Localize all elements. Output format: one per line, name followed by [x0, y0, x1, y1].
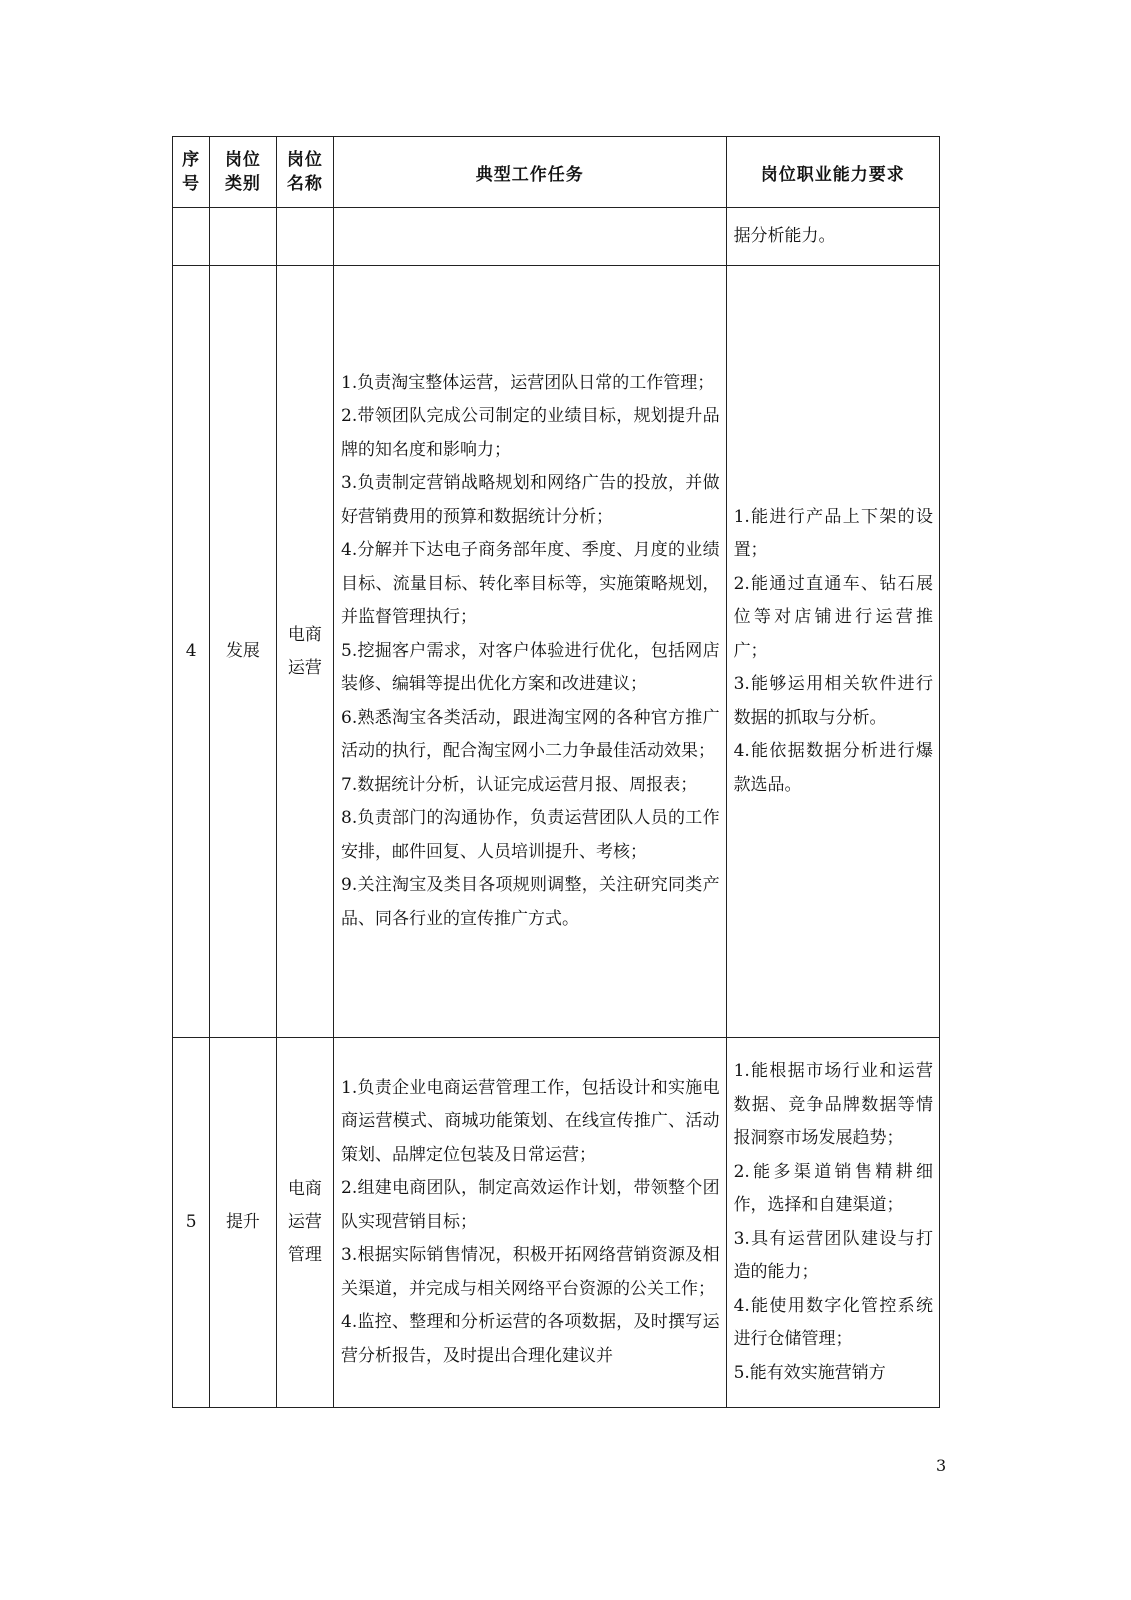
task-item: 1.负责企业电商运营管理工作，包括设计和实施电商运营模式、商城功能策划、在线宣传推广、活动策划、品牌定位包装及日常运营；: [341, 1077, 720, 1165]
cell-no: [173, 208, 210, 266]
table-row: [173, 208, 940, 266]
requirement-item: 4.能依据数据分析进行爆款选品。: [733, 741, 933, 795]
job-requirements-table: [172, 136, 940, 1408]
requirement-item: 3.具有运营团队建设与打造的能力；: [733, 1228, 933, 1282]
requirement-item: 2.能多渠道销售精耕细作，选择和自建渠道；: [733, 1161, 933, 1215]
task-item: 3.根据实际销售情况，积极开拓网络营销资源及相关渠道，并完成与相关网络平台资源的公关工作；: [341, 1245, 720, 1299]
header-category: [210, 137, 276, 208]
header-category-line: 类别: [224, 174, 261, 194]
header-tasks: 典型工作任务: [334, 137, 727, 208]
header-name: [276, 137, 333, 208]
table-header-row: [173, 137, 940, 208]
task-item: 6.熟悉淘宝各类活动，跟进淘宝网的各种官方推广活动的执行，配合淘宝网小二力争最佳活动效果；: [341, 707, 720, 762]
header-category-line: 岗位: [224, 150, 261, 170]
requirement-item: 据分析能力。: [733, 225, 836, 246]
name-line: 运营: [287, 657, 322, 678]
task-item: 2.组建电商团队，制定高效运作计划，带领整个团队实现营销目标；: [341, 1178, 720, 1232]
task-item: 9.关注淘宝及类目各项规则调整，关注研究同类产品、同各行业的宣传推广方式。: [341, 875, 720, 929]
name-line: 运营: [287, 1212, 322, 1232]
cell-no: 5: [173, 1038, 210, 1408]
requirement-item: 2.能通过直通车、钻石展位等对店铺进行运营推广；: [733, 573, 933, 661]
cell-name: [276, 208, 333, 266]
requirement-item: 4.能使用数字化管控系统进行仓储管理；: [733, 1295, 933, 1349]
name-line: 电商: [287, 624, 322, 645]
cell-tasks: [334, 208, 727, 266]
name-line: 电商: [287, 1179, 322, 1199]
header-requirements: 岗位职业能力要求: [726, 137, 939, 208]
cell-category: [210, 208, 276, 266]
cell-name: [276, 266, 333, 1038]
cell-tasks: [334, 266, 727, 1038]
task-item: 3.负责制定营销战略规划和网络广告的投放，并做好营销费用的预算和数据统计分析；: [341, 473, 720, 527]
requirement-item: 5.能有效实施营销方: [733, 1362, 886, 1383]
header-no: [173, 137, 210, 208]
task-item: 2.带领团队完成公司制定的业绩目标，规划提升品牌的知名度和影响力；: [341, 406, 720, 460]
task-item: 5.挖掘客户需求，对客户体验进行优化，包括网店装修、编辑等提出优化方案和改进建议；: [341, 640, 720, 695]
task-item: 1.负责淘宝整体运营，运营团队日常的工作管理；: [341, 372, 715, 393]
header-name-line: 名称: [286, 174, 323, 194]
cell-requirements: [726, 266, 939, 1038]
cell-name: [276, 1038, 333, 1408]
table-row: [173, 1038, 940, 1408]
requirement-item: 3.能够运用相关软件进行数据的抓取与分析。: [733, 674, 933, 728]
task-item: 8.负责部门的沟通协作，负责运营团队人员的工作安排，邮件回复、人员培训提升、考核；: [341, 808, 720, 862]
cell-category: 发展: [210, 266, 276, 1038]
requirement-item: 1.能根据市场行业和运营数据、竞争品牌数据等情报洞察市场发展趋势；: [733, 1061, 933, 1148]
cell-requirements: [726, 1038, 939, 1408]
requirement-item: 1.能进行产品上下架的设置；: [733, 506, 933, 561]
task-item: 4.监控、整理和分析运营的各项数据，及时撰写运营分析报告，及时提出合理化建议并: [341, 1312, 720, 1366]
header-name-line: 岗位: [286, 150, 323, 170]
cell-no: 4: [173, 266, 210, 1038]
cell-tasks: [334, 1038, 727, 1408]
task-item: 7.数据统计分析，认证完成运营月报、周报表；: [341, 774, 698, 795]
task-item: 4.分解并下达电子商务部年度、季度、月度的业绩目标、流量目标、转化率目标等，实施策略规划，并监督管理执行；: [341, 540, 720, 628]
table-row: [173, 266, 940, 1038]
page-number: 3: [936, 1456, 947, 1475]
cell-category: 提升: [210, 1038, 276, 1408]
header-no-line: 序: [182, 150, 201, 170]
name-line: 管理: [287, 1245, 322, 1265]
cell-requirements: [726, 208, 939, 266]
header-no-line: 号: [182, 174, 201, 194]
